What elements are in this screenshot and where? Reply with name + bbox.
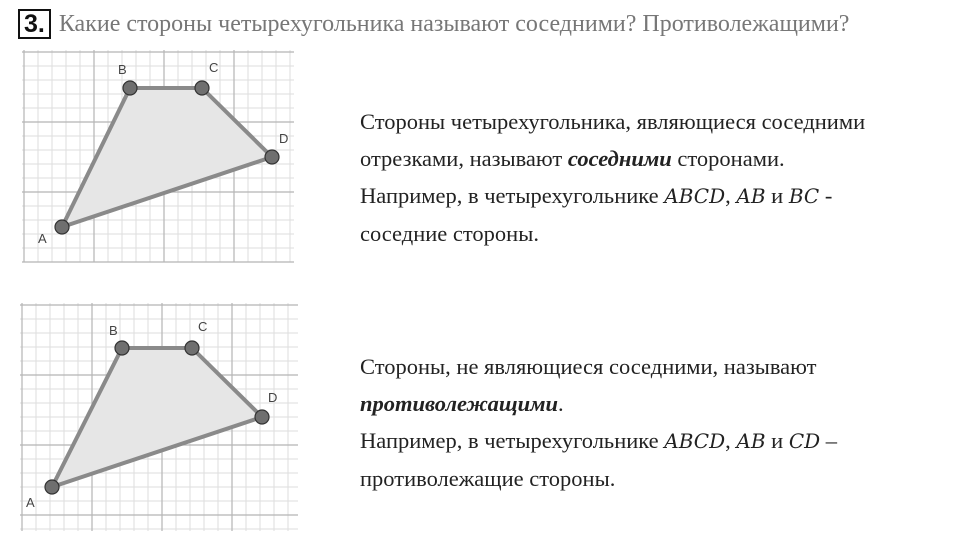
text-fragment: – [820,428,838,453]
text-fragment: , [725,183,737,208]
text-fragment: , [725,428,737,453]
figure-2-canvas [20,303,298,531]
math-ab: AB [736,429,766,453]
point-b [123,81,137,95]
opposite-sides-definition [360,348,950,497]
math-abcd: ABCD [664,429,726,453]
label-d: D [279,131,289,146]
text-fragment: - [819,183,833,208]
text-fragment: сторонами. [671,146,785,171]
label-a: A [38,231,47,246]
point-a [55,220,69,234]
label-c: C [209,60,219,75]
point-b [115,341,129,355]
figure-1-canvas [22,50,294,262]
label-b: B [109,323,118,338]
math-cd: CD [788,429,821,453]
term-opposite: противолежащими [360,391,559,416]
point-d [265,150,279,164]
definition-line-1: Стороны, не являющиеся соседними, называют [360,354,817,379]
label-d: D [268,390,278,405]
exercise-number: 3. [18,9,51,39]
adjacent-sides-definition [360,103,955,252]
exercise-header [18,8,849,40]
label-c: C [198,319,208,334]
text-fragment: Например, в четырехугольнике [360,428,665,453]
math-abcd: ABCD [664,184,726,208]
question-text: Какие стороны четырехугольника называют соседними? Противолежащими? [58,10,850,37]
point-d [255,410,269,424]
example-line [360,177,955,215]
text-fragment: . [558,391,564,416]
math-ab: AB [736,184,766,208]
label-b: B [118,62,127,77]
label-a: A [26,495,35,510]
definition-line-1: Стороны четырехугольника, являющиеся соседними [360,109,866,134]
math-bc: BC [788,184,820,208]
quadrilateral-figure-2 [20,303,298,531]
point-a [45,480,59,494]
definition-line-2 [360,385,950,422]
text-fragment: Например, в четырехугольнике [360,183,665,208]
text-fragment: отрезками, называют [360,146,568,171]
point-c [185,341,199,355]
example-conclusion: соседние стороны. [360,221,539,246]
text-fragment: и [765,183,789,208]
example-conclusion: противолежащие стороны. [360,466,616,491]
term-adjacent: соседними [567,146,672,171]
definition-line-2 [360,140,955,177]
quadrilateral-figure-1 [22,50,294,262]
example-line [360,422,950,460]
text-fragment: и [765,428,789,453]
point-c [195,81,209,95]
